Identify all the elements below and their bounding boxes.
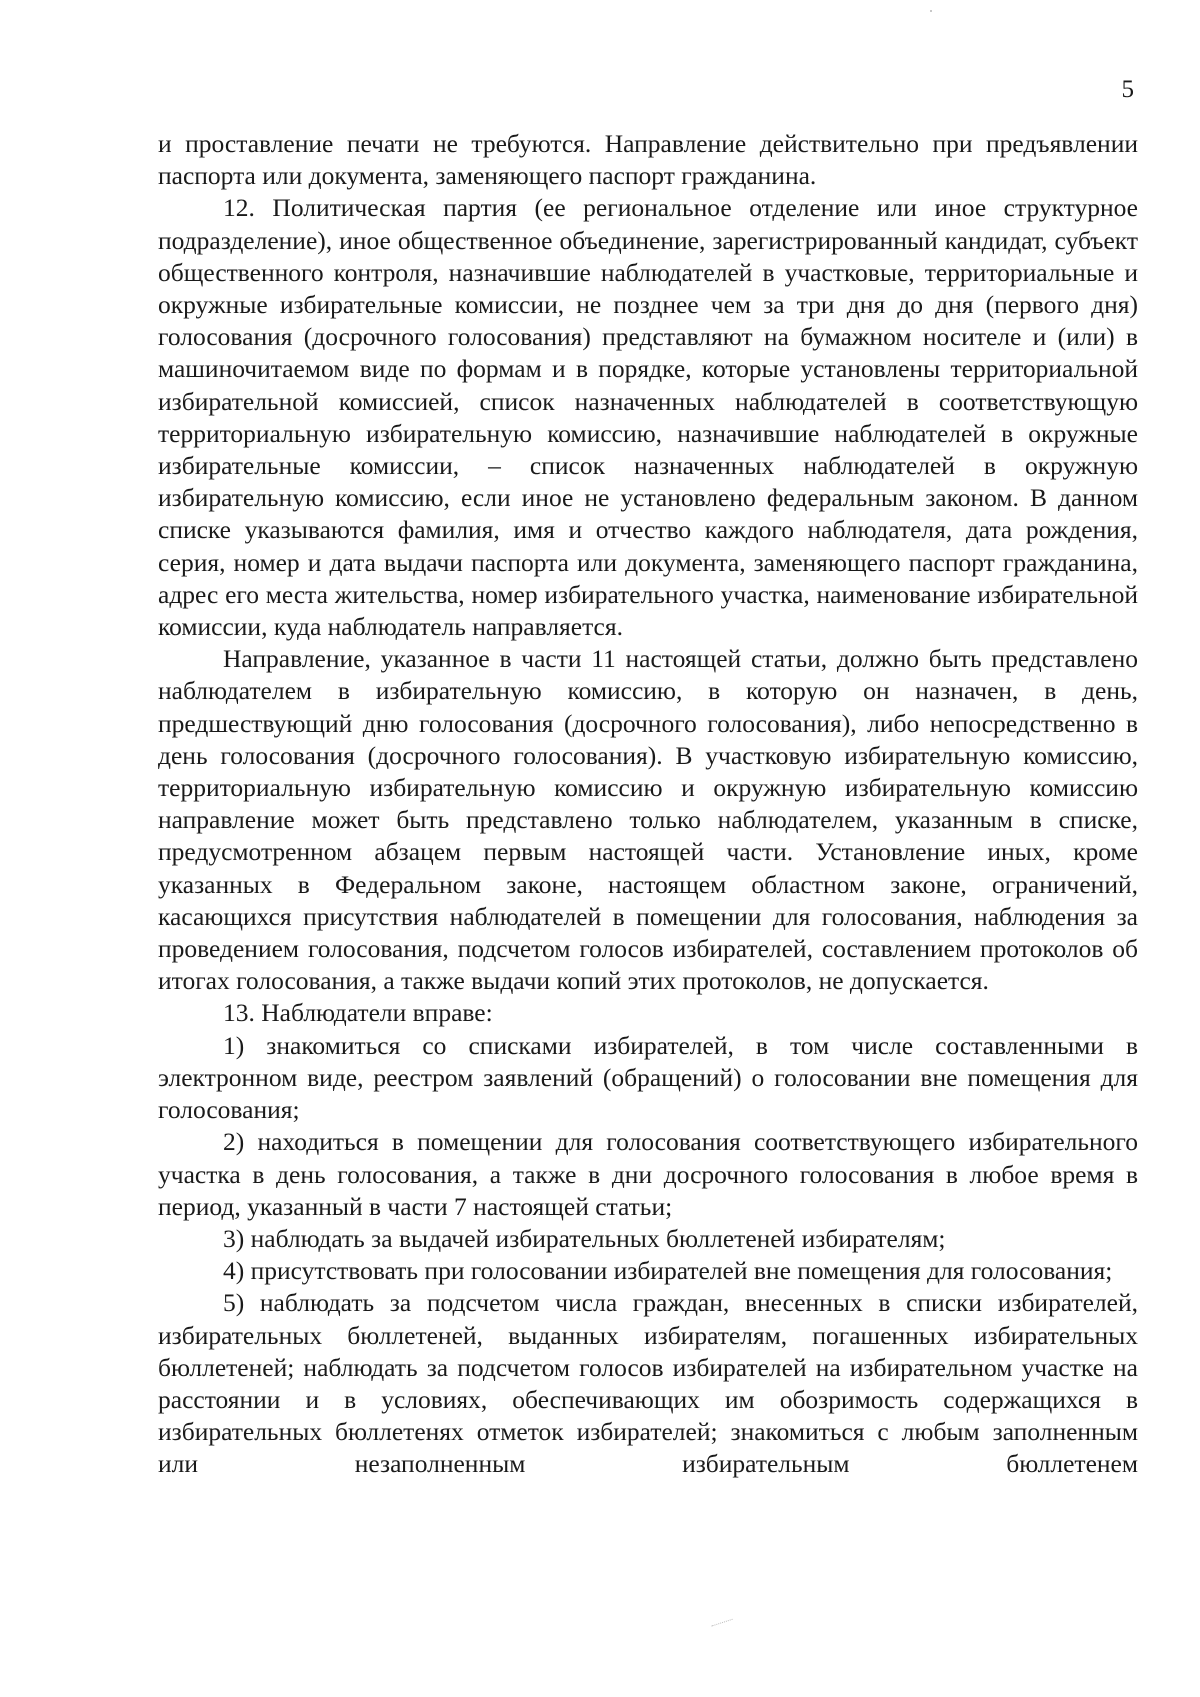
list-item-5: 5) наблюдать за подсчетом числа граждан, внесенных в списки избирателей, избирательных бюллетеней, выданных избирателям, погашенных избирательных бюллетеней; наблюдать за подсчетом голосов избирателей на избирательном участке на расстоянии и в условиях, обеспечивающих им обозримость содержащихся в избирательных бюллетенях отметок избирателей; знакомиться с любым заполненным или незаполненным избирательным бюллетенем <box>158 1288 1138 1479</box>
list-item-2: 2) находиться в помещении для голосования соответствующего избирательного участка в день голосования, а также в дни досрочного голосования в любое время в период, указанный в части 7 настоящей статьи; <box>158 1127 1138 1221</box>
scan-artifact-dot <box>930 10 932 12</box>
paragraph-item-13-heading: 13. Наблюдатели вправе: <box>223 998 493 1028</box>
list-item-4: 4) присутствовать при голосовании избирателей вне помещения для голосования; <box>223 1256 1113 1286</box>
scan-artifact-speck <box>711 1619 734 1632</box>
page-number: 5 <box>1121 76 1134 103</box>
list-item-1: 1) знакомиться со списками избирателей, в том числе составленными в электронном виде, реестром заявлений (обращений) о голосовании вне помещения для голосования; <box>158 1030 1138 1125</box>
list-item-3: 3) наблюдать за выдачей избирательных бюллетеней избирателям; <box>223 1223 946 1253</box>
paragraph-item-12: 12. Политическая партия (ее региональное отделение или иное структурное подразделение), иное общественное объединение, зарегистрированный кандидат, субъект общественного контроля, назначившие наблюдателей в участковые, территориальные и окружные избирательные комиссии, не позднее чем за три дня до дня (первого дня) голосования (досрочного голосования) представляют на бумажном носителе и (или) в машиночитаемом виде по формам и в порядке, которые установлены территориальной избирательной комиссией, список назначенных наблюдателей в соответствующую территориальную избирательную комиссию, назначившие наблюдателей в окружные избирательные комиссии, – список назначенных наблюдателей в окружную избирательную комиссию, если иное не установлено федеральным законом. В данном списке указываются фамилия, имя и отчество каждого наблюдателя, дата рождения, серия, номер и дата выдачи паспорта или документа, заменяющего паспорт гражданина, адрес его места жительства, номер избирательного участка, наименование избирательной комиссии, куда наблюдатель направляется. <box>158 193 1138 642</box>
paragraph-direction: Направление, указанное в части 11 настоящей статьи, должно быть представлено наблюдателем в избирательную комиссию, в которую он назначен, в день, предшествующий дню голосования (досрочного голосования), либо непосредственно в день голосования (досрочного голосования). В участковую избирательную комиссию, территориальную избирательную комиссию и окружную избирательную комиссию направление может быть представлено только наблюдателем, указанным в списке, предусмотренном абзацем первым настоящей части. Установление иных, кроме указанных в Федеральном законе, настоящем областном законе, ограничений, касающихся присутствия наблюдателей в помещении для голосования, наблюдения за проведением голосования, подсчетом голосов избирателей, составлением протоколов об итогах голосования, а также выдачи копий этих протоколов, не допускается. <box>158 644 1138 996</box>
document-body <box>158 128 1138 1481</box>
paragraph-continuation: и проставление печати не требуются. Направление действительно при предъявлении паспорта или документа, заменяющего паспорт гражданина. <box>158 129 1138 191</box>
